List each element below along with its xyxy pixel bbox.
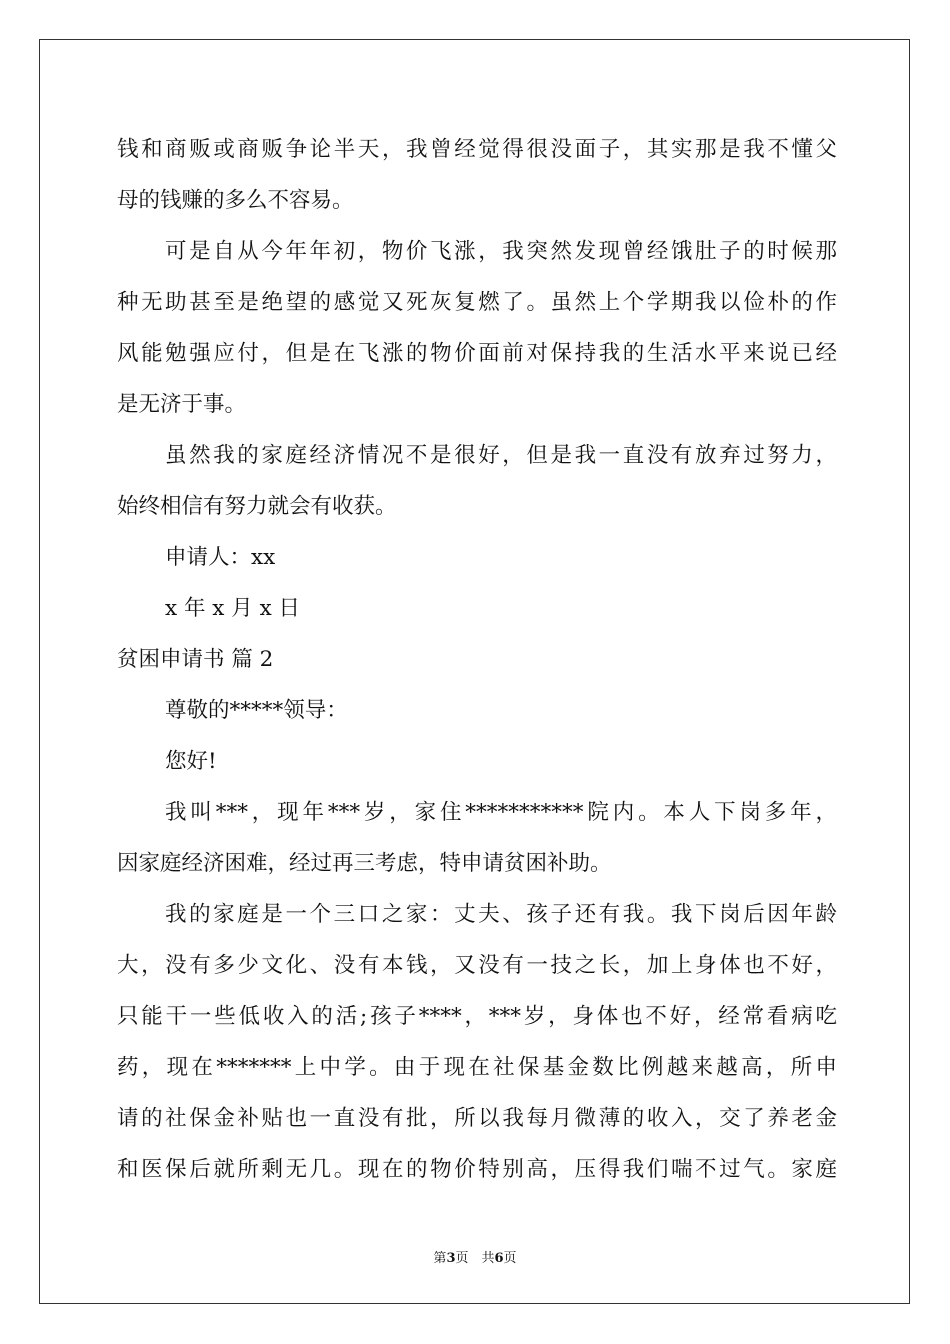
text-line: 始终相信有努力就会有收获。 [117, 494, 397, 519]
text-line: 尊敬的*****领导： [165, 698, 348, 723]
document-body [117, 124, 837, 1195]
footer-mid: 页 共 [455, 1251, 495, 1266]
footer-prefix: 第 [433, 1251, 447, 1266]
text-line: 风能勉强应付，但是在飞涨的物价面前对保持我的生活水平来说已经 [117, 341, 837, 366]
text-line: 药，现在*******上中学。由于现在社保基金数比例越来越高，所申 [117, 1055, 837, 1080]
text-line: 我叫***，现年***岁，家住***********院内。本人下岗多年， [165, 800, 837, 825]
text-line: 可是自从今年年初，物价飞涨，我突然发现曾经饿肚子的时候那 [165, 239, 837, 264]
text-line: 申请人：xx [165, 545, 276, 570]
text-line: 我的家庭是一个三口之家：丈夫、孩子还有我。我下岗后因年龄 [165, 902, 837, 927]
total-page-number: 6 [494, 1251, 504, 1266]
text-line: 是无济于事。 [117, 392, 247, 417]
text-line: x 年 x 月 x 日 [165, 596, 301, 621]
text-line: 贫困申请书 篇 2 [117, 647, 274, 672]
text-line: 只能干一些低收入的活;孩子****，***岁，身体也不好，经常看病吃 [117, 1004, 837, 1029]
text-line: 请的社保金补贴也一直没有批，所以我每月微薄的收入，交了养老金 [117, 1106, 837, 1131]
text-line: 虽然我的家庭经济情况不是很好，但是我一直没有放弃过努力， [165, 443, 837, 468]
text-line: 和医保后就所剩无几。现在的物价特别高，压得我们喘不过气。家庭 [117, 1157, 837, 1182]
footer-suffix: 页 [503, 1251, 517, 1266]
current-page-number: 3 [446, 1251, 456, 1266]
text-line: 您好! [165, 749, 217, 774]
text-line: 种无助甚至是绝望的感觉又死灰复燃了。虽然上个学期我以俭朴的作 [117, 290, 837, 315]
page-footer [0, 1247, 950, 1266]
text-line: 钱和商贩或商贩争论半天，我曾经觉得很没面子，其实那是我不懂父 [117, 137, 837, 162]
text-line: 大，没有多少文化、没有本钱，又没有一技之长，加上身体也不好， [117, 953, 837, 978]
text-line: 母的钱赚的多么不容易。 [117, 188, 354, 213]
text-line: 因家庭经济困难，经过再三考虑，特申请贫困补助。 [117, 851, 612, 876]
